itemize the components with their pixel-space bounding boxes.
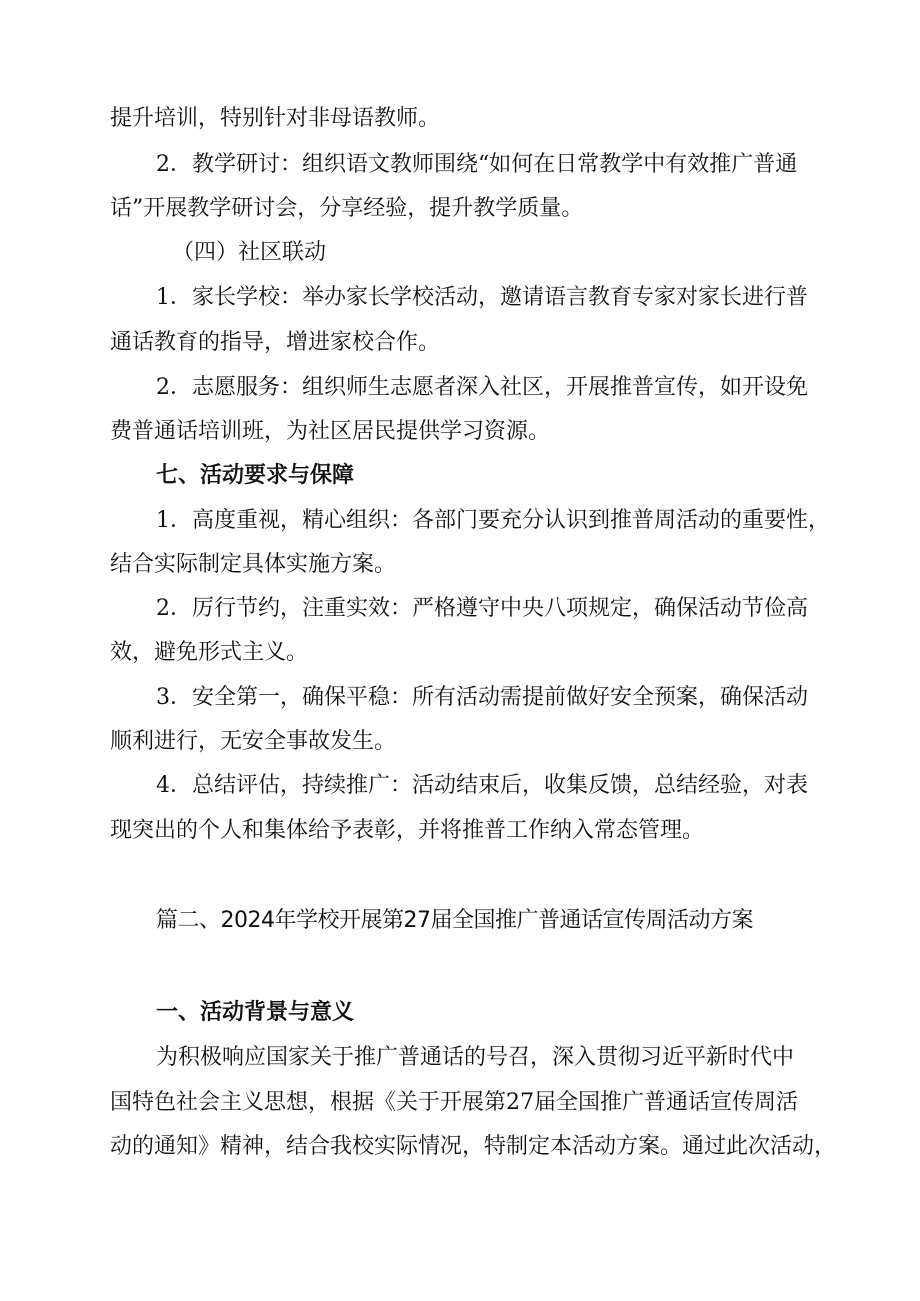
paragraph-line: 效，避免形式主义。 bbox=[110, 640, 309, 665]
paragraph-line: 1．高度重视，精心组织：各部门要充分认识到推普周活动的重要性， bbox=[156, 508, 830, 533]
paragraph-line: 2．志愿服务：组织师生志愿者深入社区，开展推普宣传，如开设免 bbox=[156, 375, 808, 400]
section-heading: 一、活动背景与意义 bbox=[156, 1000, 355, 1025]
paragraph-line: 为积极响应国家关于推广普通话的号召，深入贯彻习近平新时代中 bbox=[156, 1045, 795, 1070]
paragraph-line: 4．总结评估，持续推广：活动结束后，收集反馈，总结经验，对表 bbox=[156, 773, 808, 798]
paragraph-line: 话”开展教学研讨会，分享经验，提升教学质量。 bbox=[110, 196, 584, 221]
section-heading: 七、活动要求与保障 bbox=[156, 463, 355, 488]
paragraph-line: 国特色社会主义思想，根据《关于开展第27届全国推广普通话宣传周活 bbox=[110, 1090, 798, 1115]
paragraph-line: 动的通知》精神，结合我校实际情况，特制定本活动方案。通过此次活动， bbox=[110, 1134, 837, 1159]
paragraph-line: 3．安全第一，确保平稳：所有活动需提前做好安全预案，确保活动 bbox=[156, 685, 808, 710]
subsection-heading: （四）社区联动 bbox=[172, 240, 327, 265]
paragraph-line: 现突出的个人和集体给予表彰，并将推普工作纳入常态管理。 bbox=[110, 818, 705, 843]
paragraph-line: 提升培训，特别针对非母语教师。 bbox=[110, 106, 441, 131]
paragraph-line: 2．厉行节约，注重实效：严格遵守中央八项规定，确保活动节俭高 bbox=[156, 596, 808, 621]
paragraph-line: 顺利进行，无安全事故发生。 bbox=[110, 729, 397, 754]
paragraph-line: 2．教学研讨：组织语文教师围绕“如何在日常教学中有效推广普通 bbox=[156, 152, 798, 177]
paragraph-line: 费普通话培训班，为社区居民提供学习资源。 bbox=[110, 419, 551, 444]
paragraph-line: 结合实际制定具体实施方案。 bbox=[110, 552, 397, 577]
paragraph-line: 1．家长学校：举办家长学校活动，邀请语言教育专家对家长进行普 bbox=[156, 285, 808, 310]
paragraph-line: 通话教育的指导，增进家校合作。 bbox=[110, 330, 441, 355]
document-title: 篇二、2024年学校开展第27届全国推广普通话宣传周活动方案 bbox=[156, 908, 753, 933]
